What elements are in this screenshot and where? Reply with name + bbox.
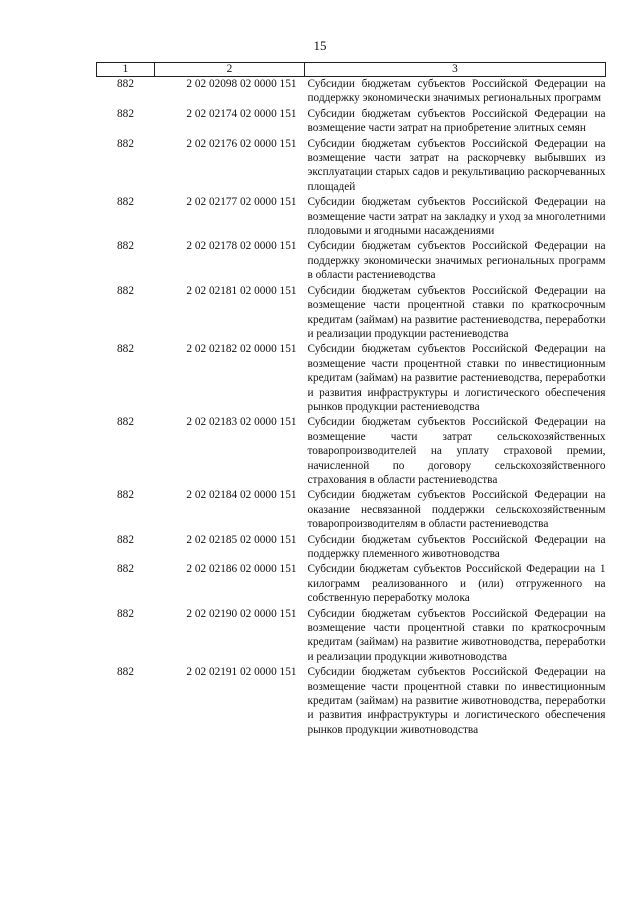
admin-code-cell: 882 xyxy=(117,107,134,120)
description-cell: Субсидии бюджетам субъектов Российской Федерации на поддержку экономически значимых региональных программ xyxy=(307,78,606,105)
table-row xyxy=(97,195,606,239)
admin-code-cell: 882 xyxy=(117,607,134,620)
description-cell: Субсидии бюджетам субъектов Российской Федерации на возмещение части процентной ставки по инвестиционным кредитам (займам) на развитие растениеводства, переработки и развития инфраструктуры и логистического обеспечения рынков продукции растениеводства xyxy=(307,343,606,413)
budget-code-cell: 2 02 02182 02 0000 151 xyxy=(186,343,297,356)
admin-code-cell: 882 xyxy=(117,284,134,297)
budget-code-cell: 2 02 02185 02 0000 151 xyxy=(186,533,297,546)
admin-code-cell: 882 xyxy=(117,240,134,253)
admin-code-cell: 882 xyxy=(117,416,134,429)
admin-code-cell: 882 xyxy=(117,489,134,502)
table-header xyxy=(97,63,606,77)
description-cell: Субсидии бюджетам субъектов Российской Федерации на поддержку племенного животноводства xyxy=(307,533,606,560)
budget-code-cell: 2 02 02098 02 0000 151 xyxy=(186,78,297,90)
budget-revenue-table xyxy=(96,62,606,738)
budget-code-cell: 2 02 02184 02 0000 151 xyxy=(186,489,297,502)
budget-code-cell: 2 02 02183 02 0000 151 xyxy=(186,416,297,429)
admin-code-cell: 882 xyxy=(117,196,134,209)
description-cell: Субсидии бюджетам субъектов Российской Федерации на возмещение части затрат сельскохозяйственных товаропроизводителей на уплату страховой премии, начисленной по договору сельскохозяйственного страхования в области растениеводства xyxy=(307,416,606,486)
budget-code-cell: 2 02 02178 02 0000 151 xyxy=(186,240,297,253)
admin-code-cell: 882 xyxy=(117,78,134,90)
admin-code-cell: 882 xyxy=(117,563,134,576)
page-number: 15 xyxy=(313,38,327,53)
table-row xyxy=(97,107,606,137)
table-row xyxy=(97,533,606,563)
table-row xyxy=(97,665,606,738)
budget-code-cell: 2 02 02186 02 0000 151 xyxy=(186,563,297,576)
table-row xyxy=(97,562,606,606)
table-row xyxy=(97,342,606,415)
header-column-2: 2 xyxy=(155,63,305,77)
budget-code-cell: 2 02 02190 02 0000 151 xyxy=(186,607,297,620)
admin-code-cell: 882 xyxy=(117,137,134,150)
budget-code-cell: 2 02 02177 02 0000 151 xyxy=(186,196,297,209)
table-row xyxy=(97,239,606,283)
description-cell: Субсидии бюджетам субъектов Российской Федерации на возмещение части процентной ставки по краткосрочным кредитам (займам) на развитие животноводства, переработки и реализации продукции животноводства xyxy=(307,607,606,663)
table-row xyxy=(97,284,606,343)
table-row xyxy=(97,607,606,666)
table-body xyxy=(97,77,606,739)
description-cell: Субсидии бюджетам субъектов Российской Федерации на 1 килограмм реализованного и (или) отгруженного на собственную переработку молока xyxy=(307,563,606,605)
table-row xyxy=(97,137,606,196)
description-cell: Субсидии бюджетам субъектов Российской Федерации на возмещение части процентной ставки по инвестиционным кредитам (займам) на развитие животноводства, переработки и развития инфраструктуры и логистического обеспечения рынков продукции животноводства xyxy=(307,666,606,736)
description-cell: Субсидии бюджетам субъектов Российской Федерации на возмещение части затрат на закладку и уход за многолетними плодовыми и ягодными насаждениями xyxy=(307,196,606,238)
budget-code-cell: 2 02 02191 02 0000 151 xyxy=(186,666,297,679)
table-row xyxy=(97,415,606,488)
admin-code-cell: 882 xyxy=(117,666,134,679)
description-cell: Субсидии бюджетам субъектов Российской Федерации на оказание несвязанной поддержки сельскохозяйственным товаропроизводителям в области растениеводства xyxy=(307,489,606,531)
description-cell: Субсидии бюджетам субъектов Российской Федерации на поддержку экономически значимых региональных программ в области растениеводства xyxy=(307,240,606,282)
description-cell: Субсидии бюджетам субъектов Российской Федерации на возмещение части затрат на приобретение элитных семян xyxy=(307,107,606,135)
header-row xyxy=(97,63,606,77)
admin-code-cell: 882 xyxy=(117,343,134,356)
description-cell: Субсидии бюджетам субъектов Российской Федерации на возмещение части затрат на раскорчевку выбывших из эксплуатации старых садов и рекультивацию раскорчеванных площадей xyxy=(307,137,606,193)
table-row xyxy=(97,77,606,107)
budget-code-cell: 2 02 02174 02 0000 151 xyxy=(186,107,297,120)
header-column-1: 1 xyxy=(97,63,155,77)
table-row xyxy=(97,488,606,532)
description-cell: Субсидии бюджетам субъектов Российской Федерации на возмещение части процентной ставки по краткосрочным кредитам (займам) на развитие растениеводства, переработки и реализации продукции растениеводства xyxy=(307,284,606,340)
admin-code-cell: 882 xyxy=(117,533,134,546)
header-column-3: 3 xyxy=(305,63,606,77)
budget-code-cell: 2 02 02176 02 0000 151 xyxy=(186,137,297,150)
budget-code-cell: 2 02 02181 02 0000 151 xyxy=(186,284,297,297)
